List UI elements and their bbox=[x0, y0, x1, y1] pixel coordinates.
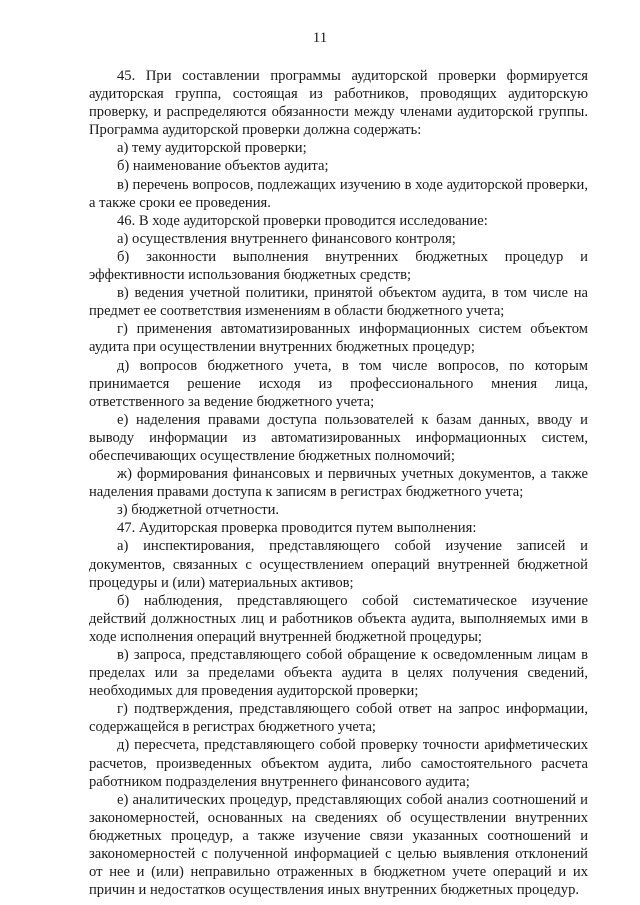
paragraph-45-intro: 45. При составлении программы аудиторской проверки формируется аудиторская группа, состоящая из работников, проводящих аудиторскую проверку, и распределяются обязанности между членами аудиторской группы. Программа аудиторской проверки должна содержать: bbox=[89, 68, 588, 139]
document-body bbox=[89, 67, 588, 899]
list-item-46-a: а) осуществления внутреннего финансового контроля; bbox=[117, 230, 456, 247]
paragraph-46-intro: 46. В ходе аудиторской проверки проводится исследование: bbox=[117, 212, 488, 229]
list-item-47-d: д) пересчета, представляющего собой проверку точности арифметических расчетов, произведенных объектом аудита, либо самостоятельного расчета работником подразделения внутреннего финансового аудита; bbox=[89, 737, 588, 790]
list-item-47-a: а) инспектирования, представляющего собой изучение записей и документов, связанных с осуществлением операций внутренней бюджетной процедуры и (или) материальных активов; bbox=[89, 538, 588, 591]
list-item-46-z: з) бюджетной отчетности. bbox=[117, 502, 280, 519]
list-item-45-b: б) наименование объектов аудита; bbox=[117, 158, 329, 175]
list-item-47-b: б) наблюдения, представляющего собой систематическое изучение действий должностных лиц и работников объекта аудита, выполняемых ими в ходе исполнения операций внутренней бюджетной процедуры; bbox=[89, 592, 588, 645]
list-item-45-v: в) перечень вопросов, подлежащих изучению в ходе аудиторской проверки, а также сроки ее проведения. bbox=[89, 176, 588, 211]
list-item-46-e: е) наделения правами доступа пользователей к базам данных, вводу и выводу информации из автоматизированных информационных систем, обеспечивающих осуществление бюджетных полномочий; bbox=[89, 411, 588, 464]
list-item-47-v: в) запроса, представляющего собой обращение к осведомленным лицам в пределах или за пределами объекта аудита в целях получения сведений, необходимых для проведения аудиторской проверки; bbox=[89, 647, 588, 700]
list-item-47-g: г) подтверждения, представляющего собой ответ на запрос информации, содержащейся в регистрах бюджетного учета; bbox=[89, 701, 588, 736]
list-item-45-a: а) тему аудиторской проверки; bbox=[117, 140, 307, 157]
paragraph-47-intro: 47. Аудиторская проверка проводится путем выполнения: bbox=[117, 520, 477, 537]
list-item-46-g: г) применения автоматизированных информационных систем объектом аудита при осуществлении внутренних бюджетных процедур; bbox=[89, 321, 588, 356]
list-item-46-d: д) вопросов бюджетного учета, в том числе вопросов, по которым принимается решение исходя из профессионального мнения лица, ответственного за ведение бюджетного учета; bbox=[89, 357, 588, 410]
page-number: 11 bbox=[312, 30, 328, 46]
list-item-46-v: в) ведения учетной политики, принятой объектом аудита, в том числе на предмет ее соответствия изменениям в области бюджетного учета; bbox=[89, 285, 588, 320]
list-item-46-zh: ж) формирования финансовых и первичных учетных документов, а также наделения правами доступа к записям в регистрах бюджетного учета; bbox=[89, 466, 588, 501]
list-item-47-e: е) аналитических процедур, представляющих собой анализ соотношений и закономерностей, основанных на сведениях об осуществлении внутренних бюджетных процедур, а также изучение связи указанных соотношений и закономерностей с полученной информацией с целью выявления отклонений от нее и (или) неправильно отраженных в бюджетном учете операций и их причин и недостатков осуществления иных внутренних бюджетных процедур. bbox=[89, 791, 588, 899]
list-item-46-b: б) законности выполнения внутренних бюджетных процедур и эффективности использования бюджетных средств; bbox=[89, 248, 588, 284]
